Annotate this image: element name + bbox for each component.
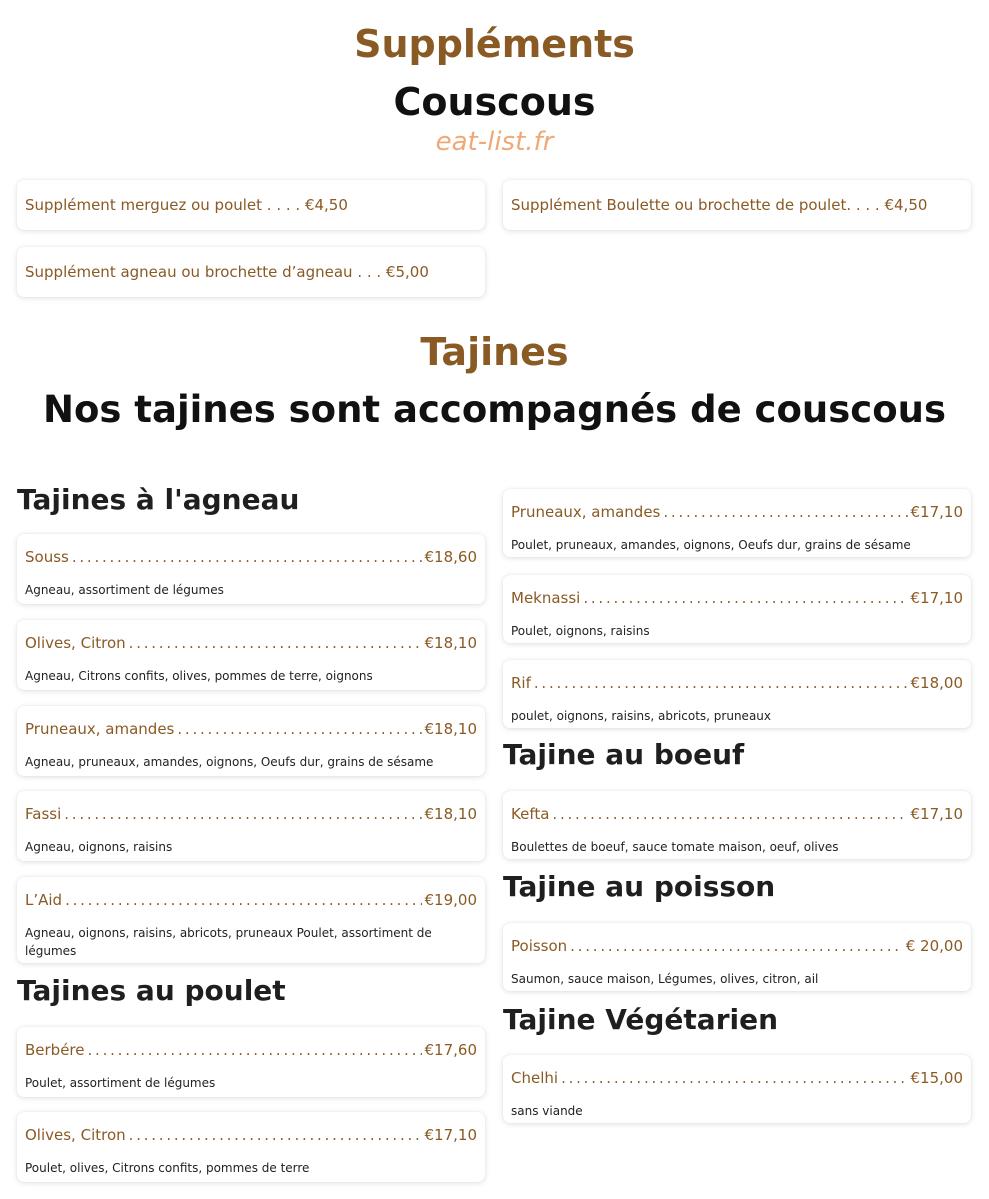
watermark: eat-list.fr — [435, 127, 554, 157]
menu-item-card — [503, 660, 971, 728]
supplement-text: Supplément merguez ou poulet . . . . €4,50 — [25, 196, 348, 214]
item-price: €19,00 — [424, 891, 477, 909]
menu-item-card — [503, 1055, 971, 1123]
menu-item-card — [503, 923, 971, 991]
item-price: €18,10 — [424, 805, 477, 823]
section-title-poisson: Tajine au poisson — [503, 870, 776, 903]
item-price: € 20,00 — [905, 937, 963, 955]
item-name: Fassi — [25, 805, 62, 823]
item-description: Saumon, sauce maison, Légumes, olives, citron, ail — [511, 972, 819, 986]
supplement-card — [17, 247, 485, 297]
item-price: €17,10 — [910, 503, 963, 521]
section-title-vegetarien: Tajine Végétarien — [503, 1003, 779, 1036]
menu-item-card — [17, 1112, 485, 1182]
item-description: Boulettes de boeuf, sauce tomate maison, oeuf, olives — [511, 840, 839, 854]
item-name: Chelhi — [511, 1069, 559, 1087]
item-name: Kefta — [511, 805, 550, 823]
item-name: Meknassi — [511, 589, 581, 607]
item-price: €17,60 — [424, 1041, 477, 1059]
menu-item-card — [17, 534, 485, 604]
couscous-title: Couscous — [393, 80, 596, 124]
item-description: Agneau, oignons, raisins — [25, 840, 173, 854]
menu-item-card — [17, 877, 485, 963]
supplement-card — [503, 180, 971, 230]
item-name: Olives, Citron — [25, 634, 126, 652]
tajines-title: Tajines — [420, 330, 569, 374]
menu-item-card — [503, 791, 971, 859]
menu-item-card — [17, 1027, 485, 1097]
tajines-subtitle: Nos tajines sont accompagnés de couscous — [43, 388, 946, 431]
menu-item-card — [17, 706, 485, 776]
item-description: sans viande — [511, 1104, 583, 1118]
item-name: Poisson — [511, 937, 568, 955]
item-price: €18,10 — [424, 634, 477, 652]
menu-item-card — [17, 620, 485, 690]
item-description: Agneau, pruneaux, amandes, oignons, Oeufs dur, grains de sésame — [25, 755, 434, 769]
item-description: Poulet, olives, Citrons confits, pommes de terre — [25, 1161, 310, 1175]
item-price: €15,00 — [910, 1069, 963, 1087]
supplement-text: Supplément Boulette ou brochette de poulet. . . . €4,50 — [511, 196, 928, 214]
item-description: Poulet, oignons, raisins — [511, 624, 650, 638]
item-description: Agneau, Citrons confits, olives, pommes de terre, oignons — [25, 669, 373, 683]
supplements-title: Suppléments — [354, 22, 635, 66]
item-price: €18,10 — [424, 720, 477, 738]
item-description: Agneau, assortiment de légumes — [25, 583, 224, 597]
item-name: Souss — [25, 548, 69, 566]
menu-item-card — [17, 791, 485, 861]
supplement-text: Supplément agneau ou brochette d’agneau . . . €5,00 — [25, 263, 429, 281]
item-description: Poulet, assortiment de légumes — [25, 1076, 216, 1090]
item-price: €18,00 — [910, 674, 963, 692]
item-price: €17,10 — [910, 589, 963, 607]
section-title-poulet: Tajines au poulet — [17, 974, 286, 1007]
item-name: Berbére — [25, 1041, 85, 1059]
item-name: Olives, Citron — [25, 1126, 126, 1144]
menu-item-card — [503, 489, 971, 557]
item-name: Pruneaux, amandes — [511, 503, 661, 521]
item-description: Agneau, oignons, raisins, abricots, pruneaux Poulet, assortiment de légumes — [25, 926, 432, 958]
item-name: L’Aid — [25, 891, 63, 909]
section-title-agneau: Tajines à l'agneau — [17, 483, 300, 516]
item-description: poulet, oignons, raisins, abricots, pruneaux — [511, 709, 772, 723]
item-price: €18,60 — [424, 548, 477, 566]
supplement-card — [17, 180, 485, 230]
item-description: Poulet, pruneaux, amandes, oignons, Oeufs dur, grains de sésame — [511, 538, 911, 552]
item-price: €17,10 — [424, 1126, 477, 1144]
section-title-boeuf: Tajine au boeuf — [503, 738, 745, 771]
item-price: €17,10 — [910, 805, 963, 823]
item-name: Rif — [511, 674, 531, 692]
menu-item-card — [503, 575, 971, 643]
item-name: Pruneaux, amandes — [25, 720, 175, 738]
